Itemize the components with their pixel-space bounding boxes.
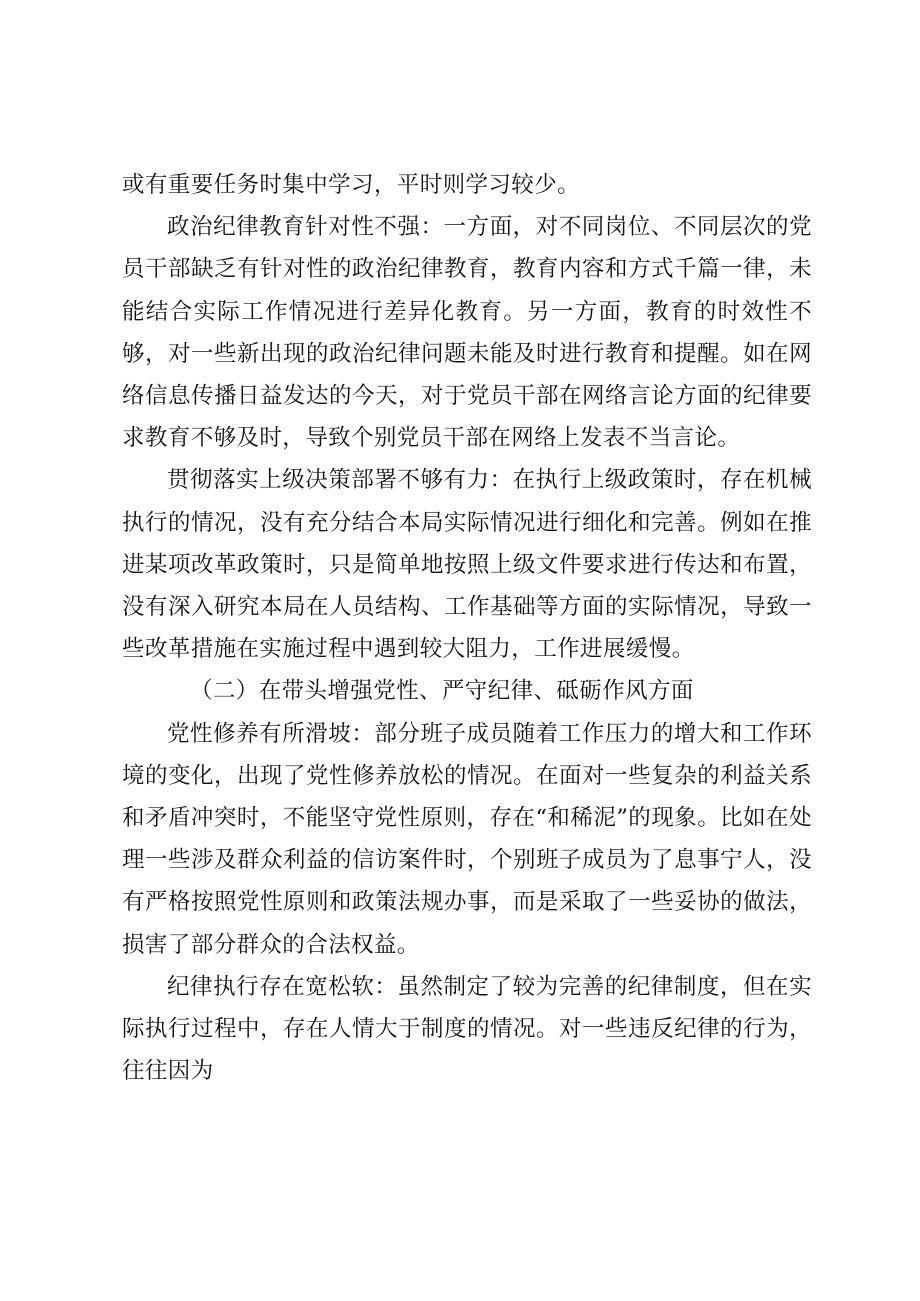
paragraph-continuation: 或有重要任务时集中学习，平时则学习较少。: [122, 172, 581, 198]
paragraph-discipline-enforcement: 纪律执行存在宽松软：虽然制定了较为完善的纪律制度，但在实际执行过程中，存在人情大于制度的情况。对一些违反纪律的行为，往往因为: [122, 973, 812, 1085]
paragraph-political-discipline-education: 政治纪律教育针对性不强：一方面，对不同岗位、不同层次的党员干部缺乏有针对性的政治纪律教育，教育内容和方式千篇一律，未能结合实际工作情况进行差异化教育。另一方面，教育的时效性不够，对一些新出现的政治纪律问题未能及时进行教育和提醒。如在网络信息传播日益发达的今天，对于党员干部在网络言论方面的纪律要求教育不够及时，导致个别党员干部在网络上发表不当言论。: [122, 214, 812, 452]
paragraph-implementation-of-decisions: 贯彻落实上级决策部署不够有力：在执行上级政策时，存在机械执行的情况，没有充分结合本局实际情况进行细化和完善。例如在推进某项改革政策时，只是简单地按照上级文件要求进行传达和布置，没有深入研究本局在人员结构、工作基础等方面的实际情况，导致一些改革措施在实施过程中遇到较大阻力，工作进展缓慢。: [122, 467, 812, 663]
paragraph-party-spirit: 党性修养有所滑坡：部分班子成员随着工作压力的增大和工作环境的变化，出现了党性修养放松的情况。在面对一些复杂的利益关系和矛盾冲突时，不能坚守党性原则，存在“和稀泥”的现象。比如在处理一些涉及群众利益的信访案件时，个别班子成员为了息事宁人，没有严格按照党性原则和政策法规办事，而是采取了一些妥协的做法，损害了部分群众的合法权益。: [122, 720, 812, 958]
document-body: [122, 164, 812, 1092]
section-heading-2: （二）在带头增强党性、严守纪律、砥砺作风方面: [190, 678, 694, 705]
